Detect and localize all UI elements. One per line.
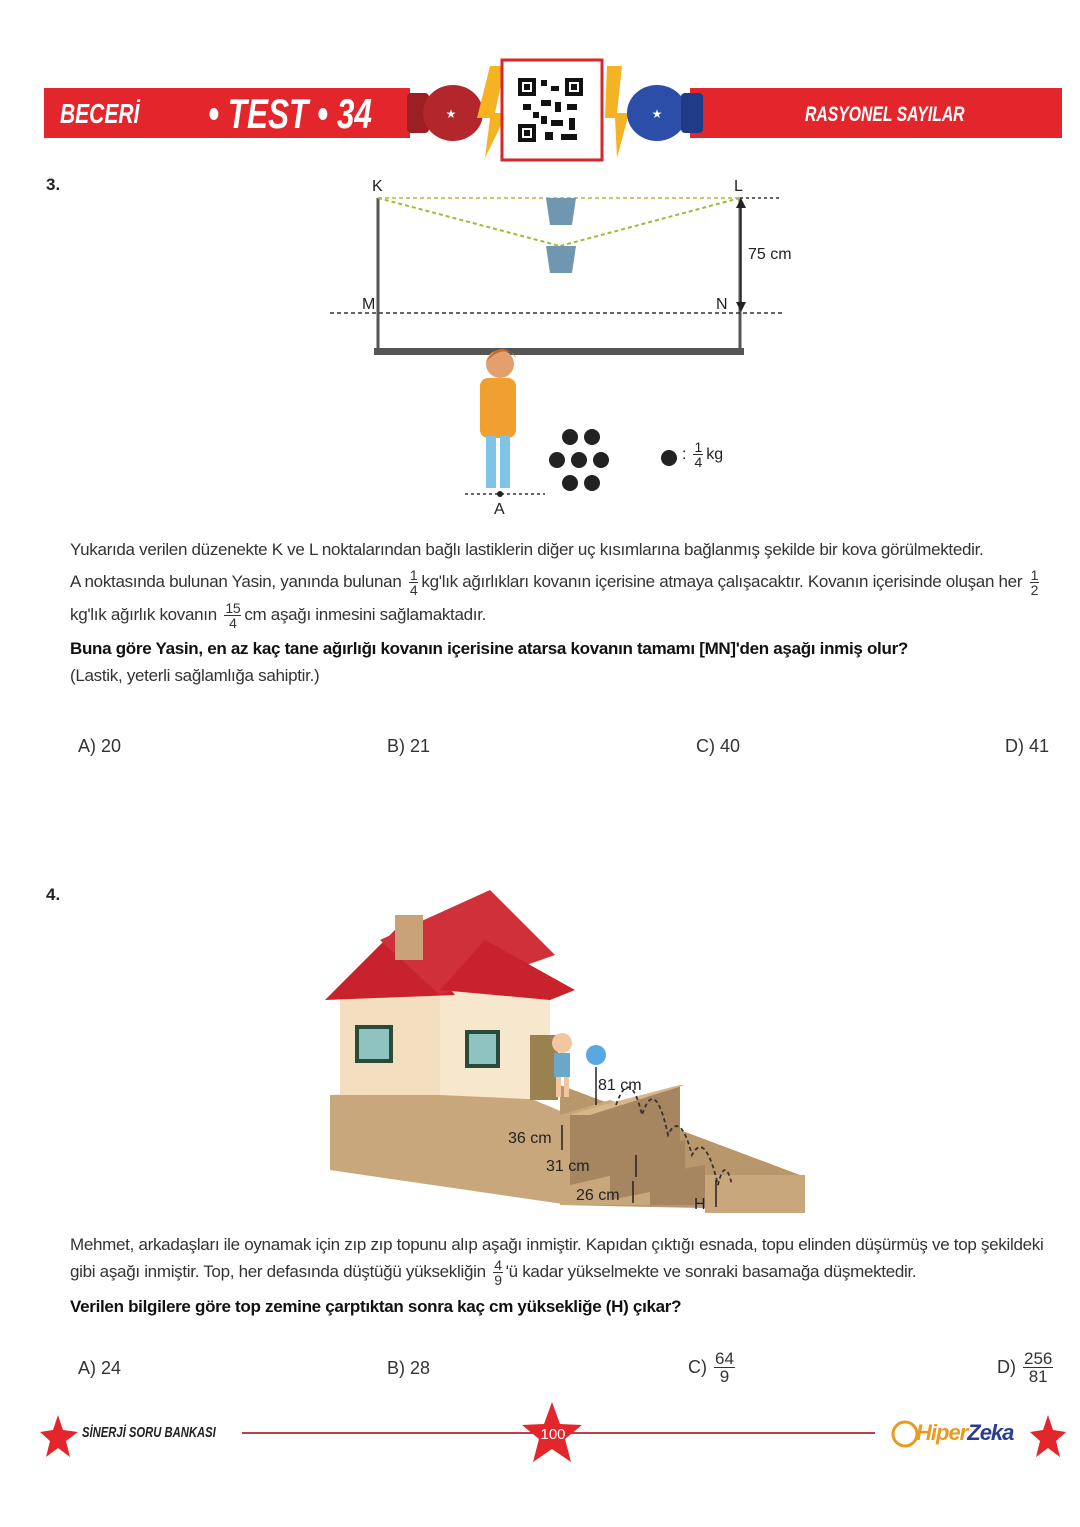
step-label-36: 36 cm	[508, 1130, 552, 1147]
text: A noktasında bulunan Yasin, yanında bulunan	[70, 572, 402, 591]
topic-title: RASYONEL SAYILAR	[805, 103, 965, 126]
option-a[interactable]: A) 24	[78, 1358, 122, 1378]
text: Mehmet, arkadaşları ile oynamak için zıp zıp topunu alıp aşağı inmiştir. Kapıdan çıktığı esnada, topu elinden düşürmüş ve top şekildeki gibi aşağı inmiştir. Top, her defasında düştüğü yüksekliğin	[70, 1235, 1044, 1281]
star-icon	[1030, 1415, 1066, 1457]
question-number: 4.	[46, 885, 61, 904]
step-label-26: 26 cm	[576, 1187, 620, 1204]
brand-logo	[916, 1420, 1013, 1446]
frac-den: 9	[494, 1272, 502, 1289]
frac-num: 4	[494, 1257, 502, 1274]
section-label: BECERİ	[60, 98, 140, 129]
question-3-text	[70, 536, 1060, 689]
unit: kg	[706, 445, 724, 463]
frac-den: 9	[719, 1367, 730, 1386]
frac-den: 2	[1030, 582, 1039, 599]
frac-num: 1	[694, 439, 703, 455]
frac-den: 4	[409, 582, 418, 599]
brand-part: Hiper	[916, 1420, 968, 1445]
question-prompt: Verilen bilgilere göre top zemine çarptıktan sonra kaç cm yüksekliğe (H) çıkar?	[70, 1297, 682, 1317]
frac-num: 256	[1024, 1349, 1053, 1368]
text: cm aşağı inmesini sağlamaktadır.	[244, 605, 487, 624]
weights-pile-icon	[549, 429, 609, 491]
distance-label: 75 cm	[748, 246, 792, 263]
paragraph	[70, 565, 1060, 631]
point-k-label: K	[372, 178, 383, 195]
option-c[interactable]: C) 40	[696, 736, 741, 756]
text: kg'lık ağırlıkları kovanın içerisine atmaya çalışacaktır. Kovanın içerisinde oluşan her	[421, 572, 1023, 591]
red-boxing-glove-icon	[407, 85, 483, 141]
option-a[interactable]: A) 20	[78, 736, 122, 756]
point-a-label: A	[494, 501, 505, 518]
brand-part: Zeka	[967, 1420, 1014, 1445]
header-emblem	[395, 58, 715, 168]
qr-code-frame	[502, 60, 602, 160]
bucket-icon	[546, 198, 576, 225]
bucket-setup-figure	[320, 178, 800, 518]
h-label: H	[694, 1196, 706, 1213]
bucket-icon	[546, 246, 576, 273]
frac-num: 1	[409, 567, 418, 584]
frac-num: 1	[1030, 567, 1039, 584]
svg-text:★: ★	[651, 107, 663, 121]
frac-num: 15	[225, 600, 241, 617]
bar	[374, 348, 744, 355]
weight-icon	[661, 450, 677, 466]
step-label-31: 31 cm	[546, 1158, 590, 1175]
svg-text:★: ★	[445, 107, 457, 121]
series-name: SİNERJİ SORU BANKASI	[82, 1424, 216, 1441]
house-icon	[325, 890, 575, 1100]
lightning-right-icon	[605, 66, 629, 158]
paragraph: Yukarıda verilen düzenekte K ve L noktalarından bağlı lastiklerin diğer uç kısımlarına bağlanmış şekilde bir kova görülmektedir.	[70, 540, 984, 559]
text: 'ü kadar yükselmekte ve sonraki basamağa düşmektedir.	[505, 1262, 917, 1281]
option-letter: C)	[688, 1357, 707, 1377]
star-icon	[40, 1415, 78, 1457]
frac-num: 64	[715, 1349, 734, 1368]
blue-boxing-glove-icon	[627, 85, 703, 141]
option-b[interactable]: B) 28	[387, 1358, 431, 1378]
point-m-label: M	[362, 296, 376, 313]
brand-logo-icon	[893, 1422, 917, 1446]
text: kg'lık ağırlık kovanın	[70, 605, 217, 624]
weight-legend: : $\frac{1}{4}$ kg	[682, 439, 724, 470]
frac-den: 4	[694, 454, 703, 470]
frac-den: 81	[1028, 1367, 1048, 1386]
option-letter: D)	[997, 1357, 1016, 1377]
page-number: 100	[540, 1426, 566, 1443]
question-number: 3.	[46, 175, 61, 194]
question-4-text	[70, 1231, 1060, 1320]
test-number: • TEST • 34	[208, 90, 372, 137]
option-c[interactable]	[688, 1350, 738, 1385]
point-l-label: L	[734, 178, 743, 195]
person-icon	[480, 349, 516, 488]
option-d[interactable]: D) 41	[1005, 736, 1050, 756]
option-b[interactable]: B) 21	[387, 736, 431, 756]
height-label-81: 81 cm	[598, 1077, 642, 1094]
point-n-label: N	[716, 296, 728, 313]
question-note: (Lastik, yeterli sağlamlığa sahiptir.)	[70, 666, 320, 685]
option-d[interactable]	[997, 1350, 1056, 1385]
question-prompt: Buna göre Yasin, en az kaç tane ağırlığı kovanın içerisine atarsa kovanın tamamı [MN]'den aşağı inmiş olur?	[70, 639, 908, 658]
paragraph	[70, 1231, 1060, 1287]
frac-den: 4	[229, 615, 237, 632]
ball-icon	[586, 1045, 606, 1065]
